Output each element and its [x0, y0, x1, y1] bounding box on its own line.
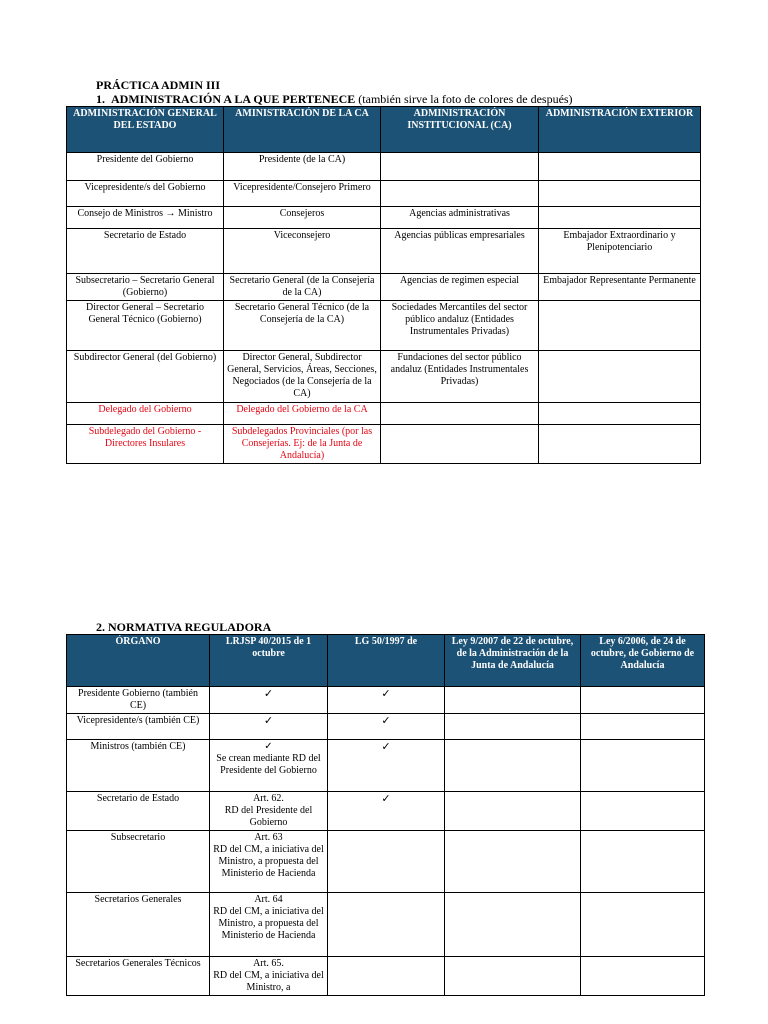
table-cell [539, 153, 701, 181]
t2-header: LRJSP 40/2015 de 1 octubre [210, 635, 328, 687]
table-row [67, 714, 705, 740]
administration-table [66, 106, 701, 464]
table-cell [381, 403, 539, 425]
table-row [67, 893, 705, 957]
section1-heading-note: (también sirve la foto de colores de después) [358, 92, 573, 106]
table-row [67, 425, 701, 464]
table-cell: Secretario General Técnico (de la Consejería de la CA) [224, 301, 381, 351]
t2-header: Ley 9/2007 de 22 de octubre, de la Administración de la Junta de Andalucía [445, 635, 581, 687]
table-cell: Director General – Secretario General Técnico (Gobierno) [67, 301, 224, 351]
table-cell: Agencias administrativas [381, 207, 539, 229]
table-cell [445, 831, 581, 893]
regulations-table [66, 634, 705, 996]
table-row [67, 181, 701, 207]
checkmark-icon: ✓ [328, 740, 445, 792]
table-row [67, 301, 701, 351]
table-cell [539, 207, 701, 229]
table-cell: Secretario General (de la Consejería de la CA) [224, 274, 381, 301]
table-row [67, 229, 701, 274]
table-cell: Vicepresidente/s (también CE) [67, 714, 210, 740]
table-cell: Vicepresidente/s del Gobierno [67, 181, 224, 207]
table-row [67, 153, 701, 181]
table-cell: Art. 63 RD del CM, a iniciativa del Ministro, a propuesta del Ministerio de Hacienda [210, 831, 328, 893]
table-cell: Embajador Representante Permanente [539, 274, 701, 301]
table-cell [581, 893, 705, 957]
table-cell [445, 714, 581, 740]
t1-header: ADMINISTRACIÓN INSTITUCIONAL (CA) [381, 107, 539, 153]
t2-header: LG 50/1997 de [328, 635, 445, 687]
section1-heading [96, 92, 573, 107]
table-cell: Fundaciones del sector público andaluz (Entidades Instrumentales Privadas) [381, 351, 539, 403]
table-cell: Subdirector General (del Gobierno) [67, 351, 224, 403]
table-cell: Secretarios Generales [67, 893, 210, 957]
section2-heading: 2. NORMATIVA REGULADORA [96, 620, 272, 634]
table-cell: Presidente del Gobierno [67, 153, 224, 181]
table-row [67, 687, 705, 714]
t1-header: AMINISTRACIÓN DE LA CA [224, 107, 381, 153]
document-title: PRÁCTICA ADMIN III [96, 78, 221, 92]
table-cell: Subdelegado del Gobierno - Directores Insulares [67, 425, 224, 464]
checkmark-icon: ✓ [210, 687, 328, 714]
table-cell [445, 687, 581, 714]
table-cell: Agencias públicas empresariales [381, 229, 539, 274]
checkmark-icon: ✓ [328, 687, 445, 714]
table-cell [381, 425, 539, 464]
checkmark-icon: ✓ [328, 714, 445, 740]
table-cell [328, 831, 445, 893]
table-cell: Delegado del Gobierno [67, 403, 224, 425]
table-row [67, 351, 701, 403]
table-cell [539, 403, 701, 425]
table-cell: Viceconsejero [224, 229, 381, 274]
table-cell [445, 893, 581, 957]
table-cell: Secretario de Estado [67, 229, 224, 274]
table-cell [445, 740, 581, 792]
table-cell: Presidente (de la CA) [224, 153, 381, 181]
table-cell: Secretario de Estado [67, 792, 210, 831]
table-row [67, 274, 701, 301]
table-cell: Sociedades Mercantiles del sector público andaluz (Entidades Instrumentales Privadas) [381, 301, 539, 351]
table-row [67, 831, 705, 893]
section1-heading-bold: ADMINISTRACIÓN A LA QUE PERTENECE [111, 92, 356, 106]
checkmark-icon: ✓ [210, 714, 328, 740]
table-cell [539, 181, 701, 207]
table-cell: Delegado del Gobierno de la CA [224, 403, 381, 425]
table-cell [539, 351, 701, 403]
table-cell: Vicepresidente/Consejero Primero [224, 181, 381, 207]
table-cell [581, 714, 705, 740]
table-row [67, 740, 705, 792]
table-cell: Subdelegados Provinciales (por las Consejerías. Ej: de la Junta de Andalucía) [224, 425, 381, 464]
table-cell [581, 792, 705, 831]
table-cell [328, 957, 445, 996]
table-cell: Ministros (también CE) [67, 740, 210, 792]
table-row [67, 403, 701, 425]
table-cell [581, 687, 705, 714]
table-cell [581, 957, 705, 996]
table-cell: Secretarios Generales Técnicos [67, 957, 210, 996]
checkmark-icon: ✓ [328, 792, 445, 831]
table-cell [581, 740, 705, 792]
table-cell: Presidente Gobierno (también CE) [67, 687, 210, 714]
table-cell: Director General, Subdirector General, Servicios, Áreas, Secciones, Negociados (de la Consejería de la CA) [224, 351, 381, 403]
t2-header: Ley 6/2006, de 24 de octubre, de Gobierno de Andalucía [581, 635, 705, 687]
table-cell: Agencias de regimen especial [381, 274, 539, 301]
table-row [67, 792, 705, 831]
t1-header: ADMINISTRACIÓN EXTERIOR [539, 107, 701, 153]
table-row [67, 207, 701, 229]
t2-header: ÓRGANO [67, 635, 210, 687]
table-cell: Art. 62. RD del Presidente del Gobierno [210, 792, 328, 831]
table-cell [539, 425, 701, 464]
table-cell: Subsecretario [67, 831, 210, 893]
table-cell [381, 181, 539, 207]
table-cell: Embajador Extraordinario y Plenipotenciario [539, 229, 701, 274]
table-cell [445, 792, 581, 831]
table-cell: Consejeros [224, 207, 381, 229]
table-cell [381, 153, 539, 181]
table-cell [539, 301, 701, 351]
t1-header: ADMINISTRACIÓN GENERAL DEL ESTADO [67, 107, 224, 153]
table-cell: Subsecretario – Secretario General (Gobierno) [67, 274, 224, 301]
table-cell [328, 893, 445, 957]
table-cell: Consejo de Ministros → Ministro [67, 207, 224, 229]
table-cell [581, 831, 705, 893]
section1-heading-num: 1. [96, 92, 105, 106]
table-cell: Art. 64 RD del CM, a iniciativa del Ministro, a propuesta del Ministerio de Hacienda [210, 893, 328, 957]
table-row [67, 957, 705, 996]
table-cell: Art. 65. RD del CM, a iniciativa del Ministro, a [210, 957, 328, 996]
table-cell [445, 957, 581, 996]
table-cell: ✓ Se crean mediante RD del Presidente del Gobierno [210, 740, 328, 792]
